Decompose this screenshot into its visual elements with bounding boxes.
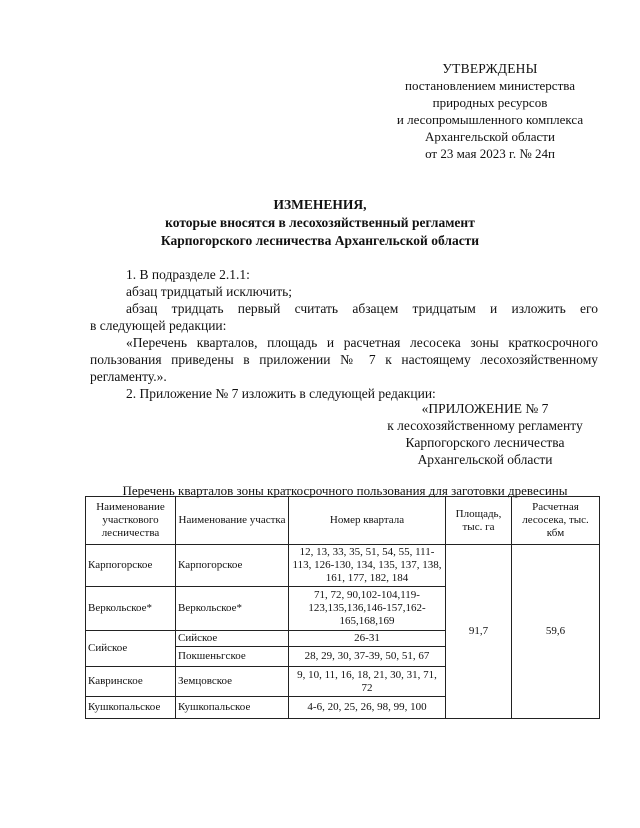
- cell-section: Веркольское*: [176, 587, 289, 631]
- cell-section: Кушкопальское: [176, 697, 289, 719]
- cell-district: Сийское: [86, 631, 176, 667]
- cell-district: Карпогорское: [86, 545, 176, 587]
- paragraph: регламенту.».: [90, 369, 167, 384]
- paragraph: 2. Приложение № 7 изложить в следующей редакции:: [126, 386, 436, 401]
- paragraph: 1. В подразделе 2.1.1:: [126, 267, 250, 282]
- header-cut: Расчетная лесосека, тыс. кбм: [512, 497, 600, 545]
- quarters-table: [85, 496, 600, 719]
- paragraph: в следующей редакции:: [90, 318, 227, 333]
- header-quarter: Номер квартала: [289, 497, 446, 545]
- approval-line: от 23 мая 2023 г. № 24п: [425, 146, 555, 161]
- appendix-line: Архангельской области: [417, 452, 553, 467]
- appendix-line: к лесохозяйственному регламенту: [387, 418, 583, 433]
- table-row: [86, 545, 600, 587]
- body-text: [90, 266, 598, 402]
- cell-quarters: 9, 10, 11, 16, 18, 21, 30, 31, 71, 72: [289, 667, 446, 697]
- header-section: Наименование участка: [176, 497, 289, 545]
- cell-area: 91,7: [446, 545, 512, 719]
- header-district: Наименование участкового лесничества: [86, 497, 176, 545]
- cell-section: Покшеньгское: [176, 647, 289, 667]
- cell-quarters: 4-6, 20, 25, 26, 98, 99, 100: [289, 697, 446, 719]
- approval-head: УТВЕРЖДЕНЫ: [442, 61, 538, 76]
- paragraph: «Перечень кварталов, площадь и расчетная лесосека зоны краткосрочного: [126, 335, 598, 350]
- cell-cut: 59,6: [512, 545, 600, 719]
- title-line: Карпогорского лесничества Архангельской области: [160, 233, 480, 248]
- cell-district: Кавринское: [86, 667, 176, 697]
- appendix-line: «ПРИЛОЖЕНИЕ № 7: [421, 401, 549, 416]
- cell-section: Карпогорское: [176, 545, 289, 587]
- cell-district: Веркольское*: [86, 587, 176, 631]
- document-title: [0, 196, 640, 250]
- cell-section: Сийское: [176, 631, 289, 647]
- title-line: которые вносятся в лесохозяйственный регламент: [165, 215, 475, 230]
- paragraph: абзац тридцатый исключить;: [126, 284, 293, 299]
- cell-district: Кушкопальское: [86, 697, 176, 719]
- approval-block: [340, 60, 640, 162]
- appendix-line: Карпогорского лесничества: [405, 435, 565, 450]
- cell-quarters: 71, 72, 90,102-104,119-123,135,136,146-157,162-165,168,169: [289, 587, 446, 631]
- appendix-block: [360, 400, 610, 468]
- cell-quarters: 12, 13, 33, 35, 51, 54, 55, 111-113, 126-130, 134, 135, 137, 138, 161, 177, 182, 184: [289, 545, 446, 587]
- header-area: Площадь, тыс. га: [446, 497, 512, 545]
- approval-line: Архангельской области: [425, 129, 555, 144]
- cell-quarters: 28, 29, 30, 37-39, 50, 51, 67: [289, 647, 446, 667]
- table-caption: Перечень кварталов зоны краткосрочного пользования для заготовки древесины: [122, 483, 568, 498]
- cell-quarters: 26-31: [289, 631, 446, 647]
- paragraph: абзац тридцать первый считать абзацем тридцатым и изложить его: [126, 301, 598, 316]
- cell-section: Земцовское: [176, 667, 289, 697]
- approval-line: и лесопромышленного комплекса: [396, 112, 584, 127]
- paragraph: пользования приведены в приложении № 7 к настоящему лесохозяйственному: [90, 352, 598, 367]
- approval-line: природных ресурсов: [432, 95, 548, 110]
- table-header-row: [86, 497, 600, 545]
- approval-line: постановлением министерства: [404, 78, 575, 93]
- title-line: ИЗМЕНЕНИЯ,: [273, 197, 367, 212]
